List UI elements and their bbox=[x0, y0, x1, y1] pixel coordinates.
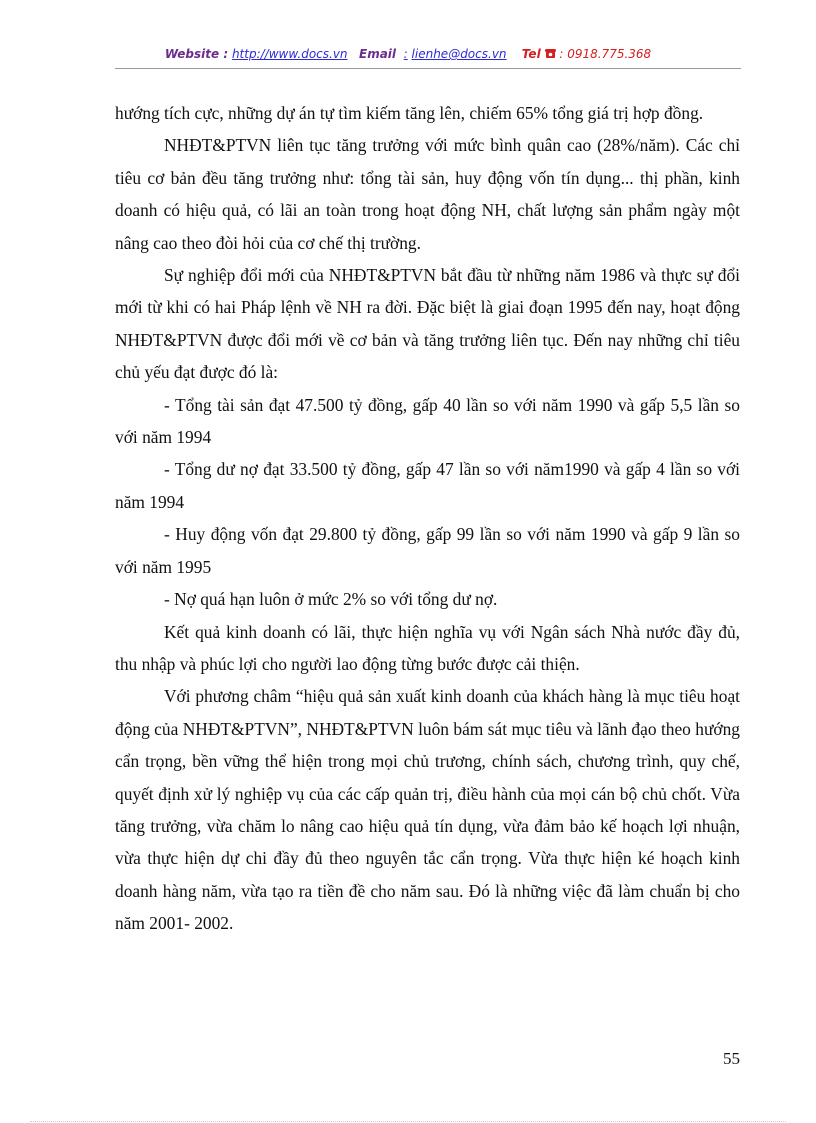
page-header bbox=[0, 47, 816, 62]
paragraph: Kết quả kinh doanh có lãi, thực hiện nghĩa vụ với Ngân sách Nhà nước đầy đủ, thu nhập và phúc lợi cho người lao động từng bước được cải thiện. bbox=[115, 621, 740, 674]
email-link[interactable]: lienhe@docs.vn bbox=[411, 47, 507, 61]
email-label: Email bbox=[359, 47, 397, 61]
paragraph: hướng tích cực, những dự án tự tìm kiếm tăng lên, chiếm 65% tổng giá trị hợp đồng. bbox=[115, 103, 704, 123]
document-body bbox=[115, 97, 740, 940]
tel-label: Tel bbox=[521, 47, 541, 61]
header-divider bbox=[115, 68, 741, 69]
email-separator: : bbox=[403, 47, 408, 61]
website-label: Website : bbox=[164, 47, 229, 61]
paragraph: NHĐT&PTVN liên tục tăng trưởng với mức bình quân cao (28%/năm). Các chỉ tiêu cơ bản đều tăng trưởng như: tổng tài sản, huy động vốn tín dụng... thị phần, kinh doanh có hiệu quả, có lãi an toàn trong hoạt động NH, chất lượng sản phẩm ngày một nâng cao theo đòi hỏi của cơ chế thị trường. bbox=[115, 135, 740, 253]
paragraph: Sự nghiệp đổi mới của NHĐT&PTVN bắt đầu từ những năm 1986 và thực sự đổi mới từ khi có hai Pháp lệnh về NH ra đời. Đặc biệt là giai đoạn 1995 đến nay, hoạt động NHĐT&PTVN được đổi mới về cơ bản và tăng trưởng liên tục. Đến nay những chỉ tiêu chủ yếu đạt được đó là: bbox=[115, 265, 740, 383]
footer-divider bbox=[30, 1121, 786, 1122]
bullet-item: - Nợ quá hạn luôn ở mức 2% so với tổng dư nợ. bbox=[164, 589, 498, 610]
phone-icon bbox=[545, 48, 556, 62]
tel-number: : 0918.775.368 bbox=[559, 47, 652, 61]
page-number: 55 bbox=[723, 1049, 740, 1068]
website-link[interactable]: http://www.docs.vn bbox=[231, 47, 348, 61]
paragraph: Với phương châm “hiệu quả sản xuất kinh doanh của khách hàng là mục tiêu hoạt động của NHĐT&PTVN”, NHĐT&PTVN luôn bám sát mục tiêu và lãnh đạo theo hướng cẩn trọng, bền vững thể hiện trong mọi chủ trương, chính sách, chương trình, quy chế, quyết định xử lý nghiệp vụ của các cấp quản trị, điều hành của mọi cán bộ chủ chốt. Vừa tăng trưởng, vừa chăm lo nâng cao hiệu quả tín dụng, vừa đảm bảo kế hoạch lợi nhuận, vừa thực hiện dự chi đầy đủ theo nguyên tắc cẩn trọng. Vừa thực hiện ké hoạch kinh doanh hàng năm, vừa tạo ra tiền đề cho năm sau. Đó là những việc đã làm chuẩn bị cho năm 2001- 2002. bbox=[115, 686, 740, 934]
bullet-item: - Tổng tài sản đạt 47.500 tỷ đồng, gấp 40 lần so với năm 1990 và gấp 5,5 lần so với năm 1994 bbox=[115, 394, 740, 448]
bullet-item: - Tổng dư nợ đạt 33.500 tỷ đồng, gấp 47 lần so với năm1990 và gấp 4 lần so với năm 1994 bbox=[115, 459, 740, 512]
bullet-item: - Huy động vốn đạt 29.800 tỷ đồng, gấp 99 lần so với năm 1990 và gấp 9 lần so với năm 1995 bbox=[115, 524, 740, 577]
